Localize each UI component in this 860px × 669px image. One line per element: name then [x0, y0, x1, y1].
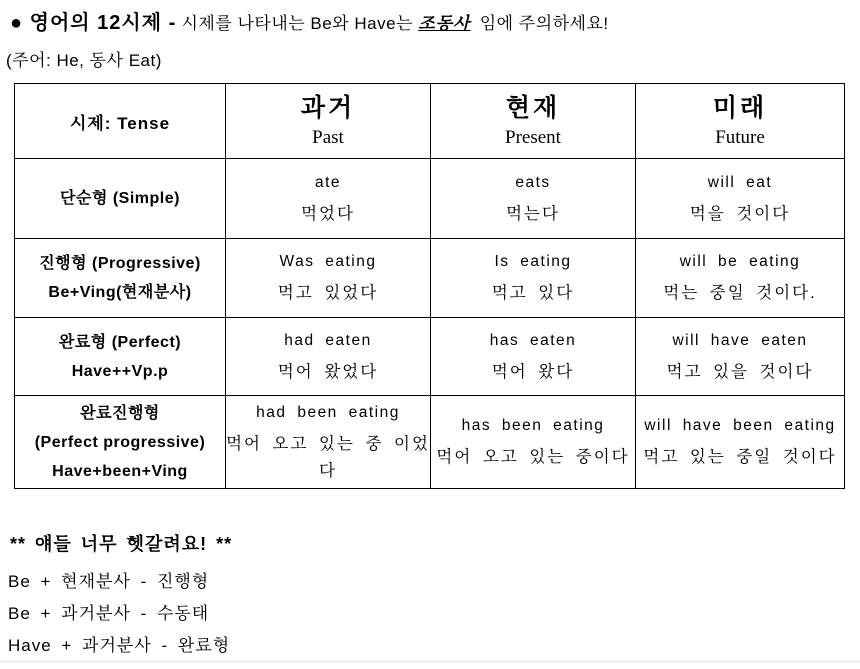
- header-past-en: Past: [312, 127, 344, 148]
- cell-korean: 먹고 있을 것이다: [666, 362, 814, 381]
- scan-shadow-line: [0, 660, 860, 663]
- row-label-line: 단순형 (Simple): [60, 190, 180, 207]
- footer-note-be-past-participle: Be + 과거분사 - 수동태: [8, 604, 210, 623]
- row-label-progressive: [15, 239, 226, 318]
- cell-korean: 먹었다: [301, 204, 355, 223]
- cell-simple-future: [636, 159, 845, 239]
- page-title: [10, 6, 609, 35]
- cell-english: Was eating: [279, 253, 377, 270]
- footer-note-have-past-participle: Have + 과거분사 - 완료형: [8, 636, 231, 655]
- cell-korean: 먹어 왔다: [491, 362, 575, 381]
- header-future-en: Future: [715, 127, 765, 148]
- row-label-line: Have++Vp.p: [71, 362, 169, 380]
- cell-english: will eat: [707, 173, 773, 191]
- header-corner-cell: [15, 84, 226, 159]
- cell-korean: 먹고 있는 중일 것이다: [643, 448, 837, 466]
- cell-simple-present: [431, 159, 636, 239]
- cell-english: has been eating: [461, 417, 605, 434]
- row-label-line: 진행형 (Progressive): [39, 255, 201, 272]
- cell-korean: 먹어 오고 있는 중 이었다: [226, 434, 430, 480]
- table-header-row: [15, 84, 845, 159]
- cell-perfect-progressive-future: [636, 396, 845, 489]
- cell-english: ate: [314, 173, 342, 191]
- cell-english: eats: [515, 173, 551, 191]
- cell-korean: 먹는다: [506, 204, 560, 223]
- table-row-perfect: [15, 318, 845, 396]
- cell-english: will have eaten: [672, 331, 808, 349]
- header-present-ko: 현재: [505, 94, 561, 122]
- cell-perfect-progressive-present: [431, 396, 636, 489]
- cell-progressive-present: [431, 239, 636, 318]
- title-lead-text: 시제를 나타내는 Be와 Have는: [181, 14, 413, 33]
- row-label-line: Be+Ving(현재분사): [48, 284, 192, 301]
- header-past-cell: [226, 84, 431, 159]
- corner-label: 시제: Tense: [69, 113, 171, 133]
- header-present-cell: [431, 84, 636, 159]
- footer-notes: [8, 566, 230, 662]
- cell-english: Is eating: [494, 253, 572, 270]
- header-future-cell: [636, 84, 845, 159]
- cell-progressive-future: [636, 239, 845, 318]
- row-label-perfect: [15, 318, 226, 396]
- cell-perfect-future: [636, 318, 845, 396]
- cell-korean: 먹고 있었다: [277, 284, 379, 302]
- table-row-progressive: [15, 239, 845, 318]
- cell-korean: 먹어 왔었다: [277, 362, 379, 381]
- title-emphasis: 조동사: [418, 14, 471, 33]
- cell-perfect-progressive-past: [226, 396, 431, 489]
- cell-english: will be eating: [679, 253, 801, 270]
- cell-korean: 먹어 오고 있는 중이다: [436, 448, 630, 466]
- header-past-ko: 과거: [300, 94, 356, 122]
- row-label-line: Have+been+Ving: [52, 462, 188, 480]
- row-label-line: (Perfect progressive): [34, 433, 206, 451]
- cell-progressive-past: [226, 239, 431, 318]
- table-row-simple: [15, 159, 845, 239]
- cell-english: will have been eating: [644, 417, 836, 434]
- row-label-line: 완료형 (Perfect): [58, 333, 182, 351]
- row-label-simple: [15, 159, 226, 239]
- subtitle: (주어: He, 동사 Eat): [6, 51, 162, 70]
- footer-note-be-present-participle: Be + 현재분사 - 진행형: [8, 572, 210, 591]
- cell-english: had eaten: [284, 331, 372, 349]
- title-tail-text: 임에 주의하세요!: [479, 14, 609, 33]
- header-present-en: Present: [505, 127, 561, 148]
- table-row-perfect-progressive: [15, 396, 845, 489]
- cell-korean: 먹을 것이다: [689, 204, 791, 223]
- cell-korean: 먹는 중일 것이다.: [663, 284, 817, 302]
- footer-heading: ** 얘들 너무 헷갈려요! **: [10, 534, 233, 554]
- cell-perfect-past: [226, 318, 431, 396]
- row-label-line: 완료진행형: [80, 404, 160, 422]
- tense-table: [14, 83, 845, 489]
- cell-perfect-present: [431, 318, 636, 396]
- title-heading: ● 영어의 12시제 -: [10, 12, 177, 34]
- cell-korean: 먹고 있다: [491, 284, 575, 302]
- cell-simple-past: [226, 159, 431, 239]
- cell-english: has eaten: [489, 331, 577, 349]
- cell-english: had been eating: [256, 403, 400, 421]
- row-label-perfect-progressive: [15, 396, 226, 489]
- header-future-ko: 미래: [712, 94, 768, 122]
